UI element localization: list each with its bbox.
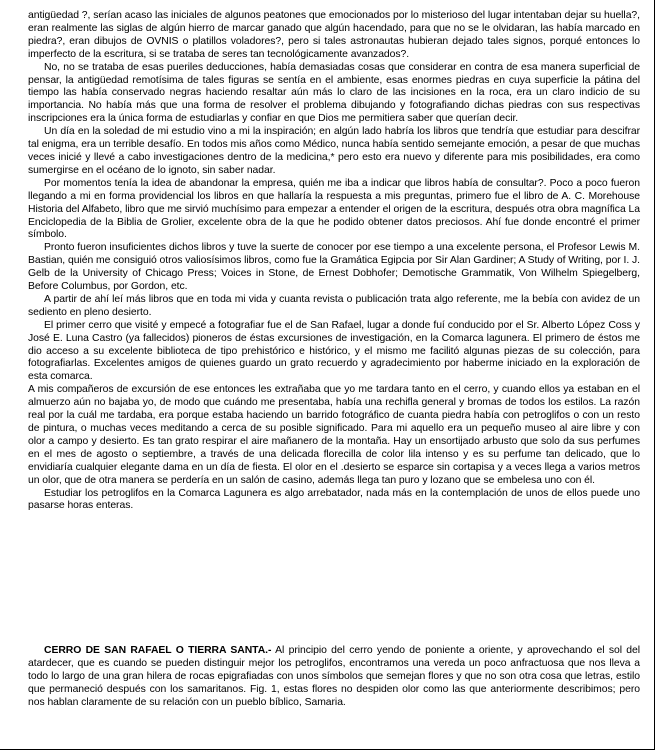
section-paragraph — [28, 645, 640, 710]
section-text: Al principio del cerro yendo de poniente a oriente, y aprovechando el sol del atardecer, que es cuando se pueden distinguir mejor los petroglifos, encontramos una vereda un poco anfractuosa que nos lleva a todo lo largo de una gran hilera de rocas epigrafiadas con unos símbolos que semejan flores y que no son otra cosa que letras, estilo que permaneció después con los samaritanos. Fig. 1, estas flores no despiden olor como las que anteriormente describimos; pero nos hablan claramente de su relación con un pueblo bíblico, Samaria. — [28, 645, 640, 708]
section-heading: CERRO DE SAN RAFAEL O TIERRA SANTA.- — [44, 645, 272, 656]
paragraph: Un día en la soledad de mi estudio vino a mi la inspiración; en algún lado habría los libros que tendría que estudiar para descifrar tal enigma, era un terrible desafío. En todos mis años como Médico, nunca había sentido semejante emoción, a pesar de que muchas veces inicié y llevé a cabo investigaciones dentro de la medicina,* pero esto era nuevo y diferente para mis posibilidades, era como sumergirse en el océano de lo ignoto, sin saber nadar. — [28, 126, 640, 176]
paragraph: El primer cerro que visité y empecé a fotografiar fue el de San Rafael, lugar a donde fuí conducido por el Sr. Alberto López Coss y José E. Luna Castro (ya fallecidos) pioneros de éstas excursiones de investigación, en la Comarca lagunera. El primero de éstos me dio acceso a su excelente biblioteca de tipo prehistórico e histórico, y el mismo me facilitó algunas piezas de su colección, para fotografiarlas. Excelentes amigos de quienes guardo un grato recuerdo y agradecimiento por haberme iniciado en la exploración de esta comarca. — [28, 319, 640, 383]
document-body — [28, 10, 640, 513]
paragraph: No, no se trataba de esas pueriles deducciones, había demasiadas cosas que considerar en contra de esa manera superficial de pensar, la antigüedad remotísima de tales figuras se sentía en el ambiente, esas enormes piedras en cuya superficie la pátina del tiempo las había conservado negras haciendo resaltar aún más lo claro de las incisiones en la roca, era un claro indicio de su importancia. No había más que una forma de resolver el problema dibujando y fotografiando dichas piedras con sus respectivas inscripciones era la única forma de estudiarlas y confiar en que Dios me permitiera saber que querían decir. — [28, 61, 640, 125]
paragraph: A mis compañeros de excursión de ese entonces les extrañaba que yo me tardara tanto en el cerro, y cuando ellos ya estaban en el almuerzo aún no bajaba yo, de modo que cuándo me presentaba, había una rechifla general y bromas de todos los estilos. La razón real por la cuál me tardaba, era porque estaba haciendo un barrido fotográfico de cuanta piedra había con petroglifos o con un resto de pintura, o muchas veces meditando a cerca de su posible significado. Para mi aquello era un pequeño museo al aire libre y con olor a campo y desierto. Es tan grato respirar el aire mañanero de la montaña. Hay un ensortijado arbusto que solo da sus perfumes en el mes de agosto o septiembre, a través de una delicada florecilla de color lila intenso y es su perfume tan delicado, que lo envidiaría cualquier elegante dama en un día de fiesta. El olor en el .desierto se esparce sin cortapisa y a veces llega a varios metros un olor, que de otra manera se perdería en un salón de casino, además llega tan puro y lozano que se embelesa uno con él. — [28, 384, 640, 486]
paragraph: Pronto fueron insuficientes dichos libros y tuve la suerte de conocer por ese tiempo a una excelente persona, el Profesor Lewis M. Bastian, quién me consiguió otros valiosísimos libros, como fue la Gramática Egipcia por Sir Alan Gardiner; A Study of Writing, por I. J. Gelb de la University of Chicago Press; Voices in Stone, de Ernest Dobhofer; Demotische Grammatik, Von Wilhelm Spiegelberg, Before Columbus, por Gordon, etc. — [28, 242, 640, 293]
paragraph: Estudiar los petroglifos en la Comarca Lagunera es algo arrebatador, nada más en la contemplación de unos de ellos puede uno pasarse horas enteras. — [28, 487, 640, 512]
paragraph: A partir de ahí leí más libros que en toda mi vida y cuanta revista o publicación trata algo referente, me la bebía con avidez de un sediento en pleno desierto. — [28, 293, 640, 318]
section-block — [28, 645, 640, 710]
paragraph: antigüedad ?, serían acaso las iniciales de algunos peatones que emocionados por lo misterioso del lugar intentaban dejar su huella?, eran realmente las siglas de algún hierro de marcar ganado que algún hacendado, para que no se le olvidaran, las había marcado en piedra?, eran dibujos de OVNIS o platillos voladores?, pero si tales astronautas hubieran dejado tales signos, porqué entonces lo imperfecto de la escritura, si se trataba de seres tan tecnológicamente avanzados?. — [28, 10, 640, 60]
paragraph: Por momentos tenía la idea de abandonar la empresa, quién me iba a indicar que libros había de consultar?. Poco a poco fueron llegando a mi en forma providencial los libros en que hallaría la respuesta a mis preguntas, primero fue el libro de A. C. Morehouse Historia del Alfabeto, libro que me sirvió muchísimo para empezar a entender el origen de la escritura, después otra obra magnífica La Enciclopedia de la Biblia de Grolier, excelente obra de la que he podido obtener datos preciosos. Ahí fue donde encontré el primer símbolo. — [28, 177, 640, 241]
